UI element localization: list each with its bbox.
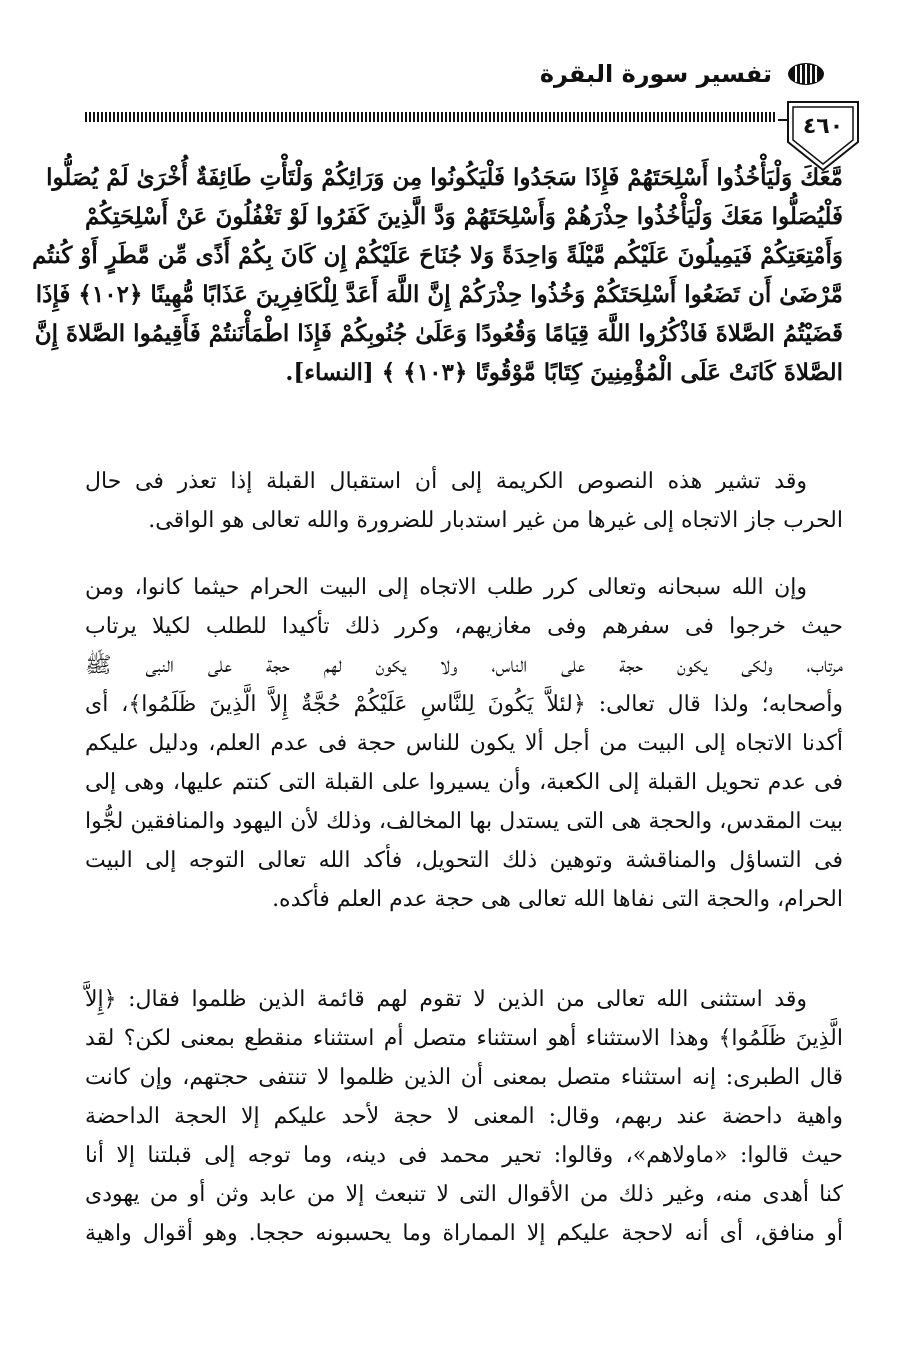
paragraph-line: أو منافق، أى أنه لاحجة عليكم إلا المماراة وما يحسبونه حججا. وهو أقوال واهية — [85, 1221, 843, 1246]
paragraph-line: قال الطبرى: إنه استثناء متصل بمعنى أن الذين ظلموا لا تنتفى حجتهم، وإن كانت — [85, 1065, 843, 1090]
running-title: تفسير سورة البقرة — [539, 60, 772, 88]
paragraph-line: أكدنا الاتجاه إلى البيت من أجل ألا يكون للناس حجة فى عدم العلم، ودليل عليكم — [85, 731, 843, 756]
verse-line: الصَّلاةَ كَانَتْ عَلَى الْمُؤْمِنِينَ كِتَابًا مَّوْقُوتًا ﴿١٠٣﴾ ﴾ [النساء]. — [285, 359, 843, 386]
paragraph-line: وإن الله سبحانه وتعالى كرر طلب الاتجاه إلى البيت الحرام حيثما كانوا، ومن — [85, 575, 807, 600]
paragraph-line: حيث قالوا: «ماولاهم»، وقالوا: تحير محمد فى دينه، وما توجه إلى قبلتنا إلا أنا — [85, 1143, 843, 1168]
paragraph-line: كنا أهدى منه، وغير ذلك من الأقوال التى لا تنبعث إلا من عابد وثن أو من يهودى — [85, 1182, 843, 1207]
paragraph-line: فى التساؤل والمناقشة وتوهين ذلك التحويل، فأكد الله تعالى التوجه إلى البيت — [85, 848, 843, 873]
page-number: ٤٦٠ — [802, 114, 844, 139]
paragraph-line: بيت المقدس، والحجة هى التى يستدل بها المخالف، وذلك لأن اليهود والمنافقين لجُّوا — [85, 809, 843, 834]
paragraph-line: حيث خرجوا فى سفرهم وفى مغازيهم، وكرر ذلك تأكيدا للطلب لكيلا يرتاب — [85, 614, 843, 639]
verse-line: فَلْيُصَلُّوا مَعَكَ وَلْيَأْخُذُوا حِذْرَهُمْ وَأَسْلِحَتَهُمْ وَدَّ الَّذِينَ كَفَرُوا لَوْ تَغْفُلُونَ عَنْ أَسْلِحَتِكُمْ — [85, 203, 843, 230]
paragraph-line: واهية داحضة عند ربهم، وقال: المعنى لا حجة لأحد عليكم إلا الحجة الداحضة — [85, 1104, 843, 1129]
verse-line: وَأَمْتِعَتِكُمْ فَيَمِيلُونَ عَلَيْكُم مَّيْلَةً وَاحِدَةً وَلا جُنَاحَ عَلَيْكُمْ إِن كَانَ بِكُمْ أَذًى مِّن مَّطَرٍ أَوْ كُنتُم — [32, 242, 843, 269]
header-rule — [85, 112, 777, 122]
paragraph-line: وقد تشير هذه النصوص الكريمة إلى أن استقبال القبلة إذا تعذر فى حال — [85, 469, 807, 494]
paragraph-line: وقد استثنى الله تعالى من الذين لا تقوم لهم قائمة الذين ظلموا فقال: ﴿إِلاَّ — [85, 987, 807, 1012]
paragraph — [85, 980, 843, 1253]
paragraph-line: الحرام، والحجة التى نفاها الله تعالى هى حجة عدم العلم فأكده. — [272, 887, 843, 912]
paragraph-line: مرتاب، ولكى يكون حجة على الناس، ولا يكون لهم حجة على النبى ﷺ — [85, 653, 843, 678]
verse-block — [32, 158, 843, 392]
verse-line: مَّرْضَىٰ أَن تَضَعُوا أَسْلِحَتَكُمْ وَخُذُوا حِذْرَكُمْ إِنَّ اللَّهَ أَعَدَّ لِلْكَافِرِينَ عَذَابًا مُّهِينًا ﴿١٠٢﴾ فَإِذَا — [35, 281, 843, 308]
paragraph-line: الحرب جاز الاتجاه إلى غيرها من غير استدبار للضرورة والله تعالى هو الواقى. — [148, 508, 843, 533]
page-header — [85, 60, 826, 104]
running-head — [540, 60, 826, 88]
ornament-icon — [786, 61, 826, 87]
paragraph — [85, 568, 843, 919]
paragraph — [85, 462, 843, 540]
paragraph-line: وأصحابه؛ ولذا قال تعالى: ﴿لئلاَّ يَكُونَ لِلنَّاسِ عَلَيْكُمْ حُجَّةٌ إِلاَّ الَّذِينَ ظَلَمُوا﴾، أى — [85, 692, 843, 717]
paragraph-line: فى عدم تحويل القبلة إلى الكعبة، وأن يسيروا على القبلة التى كنتم عليها، وهى إلى — [85, 770, 843, 795]
verse-line: مَّعَكَ وَلْيَأْخُذُوا أَسْلِحَتَهُمْ فَإِذَا سَجَدُوا فَلْيَكُونُوا مِن وَرَائِكُمْ وَلْتَأْتِ طَائِفَةٌ أُخْرَىٰ لَمْ يُصَلُّوا — [46, 164, 843, 191]
verse-line: قَضَيْتُمُ الصَّلاةَ فَاذْكُرُوا اللَّهَ قِيَامًا وَقُعُودًا وَعَلَىٰ جُنُوبِكُمْ فَإِذَا اطْمَأْنَنتُمْ فَأَقِيمُوا الصَّلاةَ إِنَّ — [34, 320, 843, 347]
paragraph-line: الَّذِينَ ظَلَمُوا﴾ وهذا الاستثناء أهو استثناء متصل أم استثناء منقطع بمعنى لكن؟ لقد — [85, 1026, 843, 1051]
